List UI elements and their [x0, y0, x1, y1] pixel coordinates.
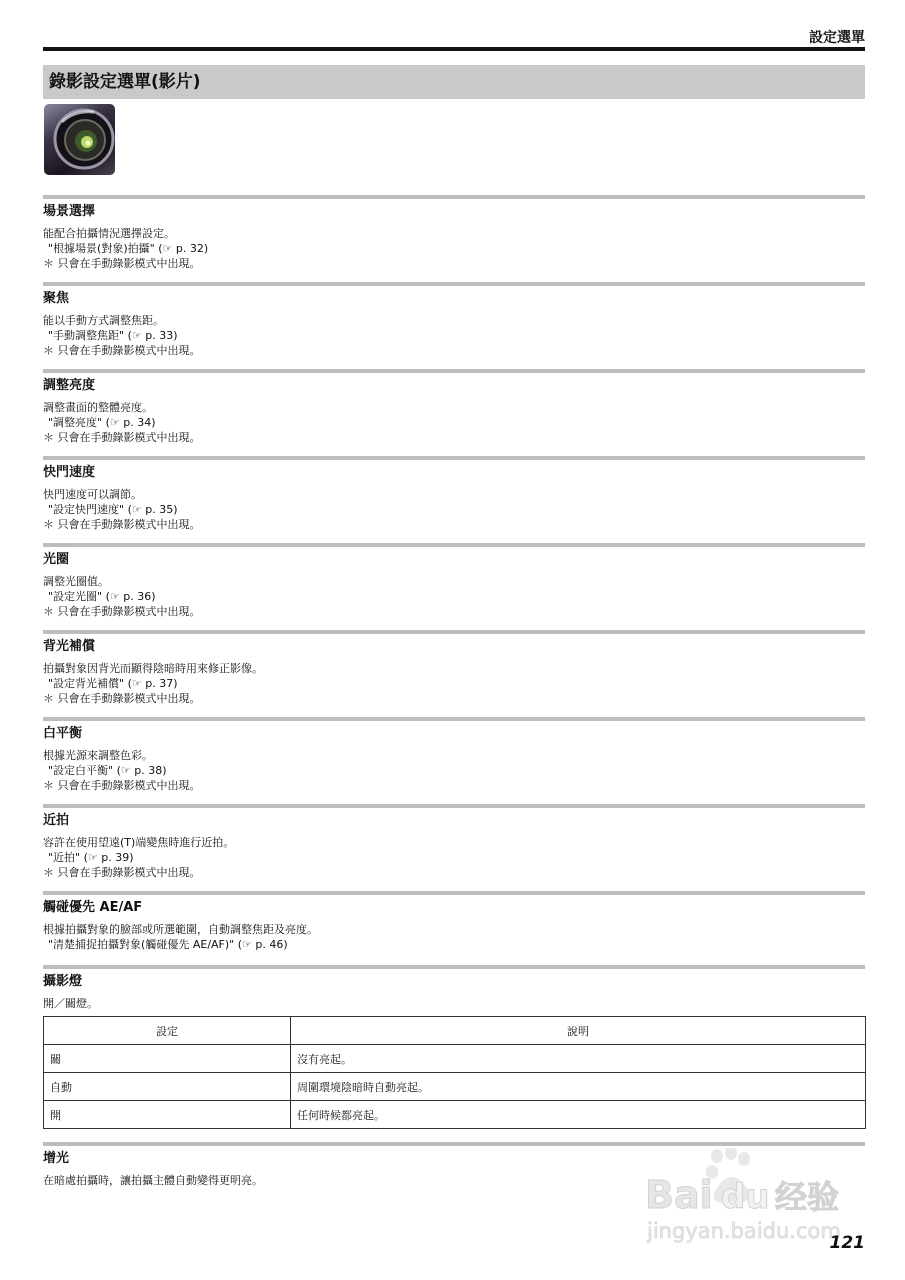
section-title: 增光 [43, 1151, 70, 1166]
table-row [44, 1101, 866, 1129]
watermark-url: jingyan.baidu.com [647, 1219, 841, 1243]
table-header-setting: 設定 [44, 1017, 291, 1045]
section-note: ＊ 只會在手動錄影模式中出現。 [43, 779, 201, 792]
section-description: 能以手動方式調整焦距。 [43, 314, 164, 327]
table-header-row [44, 1017, 866, 1045]
section-scene-select [43, 195, 865, 271]
header-title: 設定選單 [809, 30, 865, 46]
camera-lens-icon [44, 104, 115, 175]
section-divider [43, 1142, 865, 1146]
section-reference-link[interactable]: "調整亮度" (☞ p. 34) [48, 416, 156, 429]
light-settings-table [43, 1016, 866, 1129]
section-note: ＊ 只會在手動錄影模式中出現。 [43, 518, 201, 531]
section-reference-link[interactable]: "設定白平衡" (☞ p. 38) [48, 764, 167, 777]
section-description: 調整畫面的整體亮度。 [43, 401, 153, 414]
section-focus [43, 282, 865, 358]
section-title: 光圈 [43, 552, 70, 567]
section-reference-link[interactable]: "手動調整焦距" (☞ p. 33) [48, 329, 178, 342]
header-rule [43, 47, 865, 51]
section-touch-priority-ae-af [43, 891, 865, 952]
section-title: 快門速度 [43, 465, 96, 480]
watermark-cn: 经验 [775, 1178, 840, 1216]
table-row [44, 1073, 866, 1101]
section-description: 根據光源來調整色彩。 [43, 749, 153, 762]
section-divider [43, 456, 865, 460]
table-cell-description: 沒有亮起。 [291, 1045, 866, 1073]
section-reference-link[interactable]: "清楚捕捉拍攝對象(觸碰優先 AE/AF)" (☞ p. 46) [48, 938, 288, 951]
section-description: 根據拍攝對象的臉部或所選範圍，自動調整焦距及亮度。 [43, 923, 318, 936]
section-note: ＊ 只會在手動錄影模式中出現。 [43, 692, 201, 705]
section-divider [43, 965, 865, 969]
watermark-brand-b: du [721, 1177, 770, 1217]
section-white-balance [43, 717, 865, 793]
section-description: 開／關燈。 [43, 997, 98, 1010]
section-aperture [43, 543, 865, 619]
section-divider [43, 804, 865, 808]
section-title: 調整亮度 [43, 378, 96, 393]
section-divider [43, 543, 865, 547]
section-note: ＊ 只會在手動錄影模式中出現。 [43, 866, 201, 879]
section-title: 近拍 [43, 813, 70, 828]
section-title: 白平衡 [43, 726, 83, 741]
section-note: ＊ 只會在手動錄影模式中出現。 [43, 605, 201, 618]
table-cell-description: 周圍環境陰暗時自動亮起。 [291, 1073, 866, 1101]
section-reference-link[interactable]: "近拍" (☞ p. 39) [48, 851, 134, 864]
section-reference-link[interactable]: "設定背光補償" (☞ p. 37) [48, 677, 178, 690]
section-description: 快門速度可以調節。 [43, 488, 142, 501]
section-divider [43, 717, 865, 721]
section-description: 調整光圈值。 [43, 575, 109, 588]
section-divider [43, 282, 865, 286]
section-brightness [43, 369, 865, 445]
section-description: 在暗處拍攝時，讓拍攝主體自動變得更明亮。 [43, 1174, 263, 1187]
section-title: 聚焦 [43, 291, 70, 306]
section-note: ＊ 只會在手動錄影模式中出現。 [43, 257, 201, 270]
table-cell-setting: 自動 [44, 1073, 291, 1101]
table-cell-description: 任何時候都亮起。 [291, 1101, 866, 1129]
section-light [43, 965, 865, 1011]
section-backlight-compensation [43, 630, 865, 706]
section-description: 容許在使用望遠(T)端變焦時進行近拍。 [43, 836, 235, 849]
section-title: 場景選擇 [43, 204, 96, 219]
page-number: 121 [829, 1233, 865, 1253]
section-reference-link[interactable]: "根據場景(對象)拍攝" (☞ p. 32) [48, 242, 209, 255]
section-divider [43, 630, 865, 634]
section-description: 拍攝對象因背光而顯得陰暗時用來修正影像。 [43, 662, 263, 675]
section-divider [43, 891, 865, 895]
section-note: ＊ 只會在手動錄影模式中出現。 [43, 431, 201, 444]
section-shutter-speed [43, 456, 865, 532]
section-description: 能配合拍攝情況選擇設定。 [43, 227, 175, 240]
section-reference-link[interactable]: "設定光圈" (☞ p. 36) [48, 590, 156, 603]
page-title: 錄影設定選單(影片) [43, 65, 865, 99]
section-title: 背光補償 [43, 639, 96, 654]
watermark-brand-a: Bai [645, 1173, 713, 1217]
baidu-watermark [645, 1148, 860, 1246]
table-cell-setting: 開 [44, 1101, 291, 1129]
section-title: 攝影燈 [43, 974, 83, 989]
table-cell-setting: 關 [44, 1045, 291, 1073]
section-tele-macro [43, 804, 865, 880]
table-header-description: 說明 [291, 1017, 866, 1045]
section-divider [43, 195, 865, 199]
table-row [44, 1045, 866, 1073]
section-note: ＊ 只會在手動錄影模式中出現。 [43, 344, 201, 357]
section-divider [43, 369, 865, 373]
section-title: 觸碰優先 AE/AF [43, 900, 143, 915]
section-reference-link[interactable]: "設定快門速度" (☞ p. 35) [48, 503, 178, 516]
